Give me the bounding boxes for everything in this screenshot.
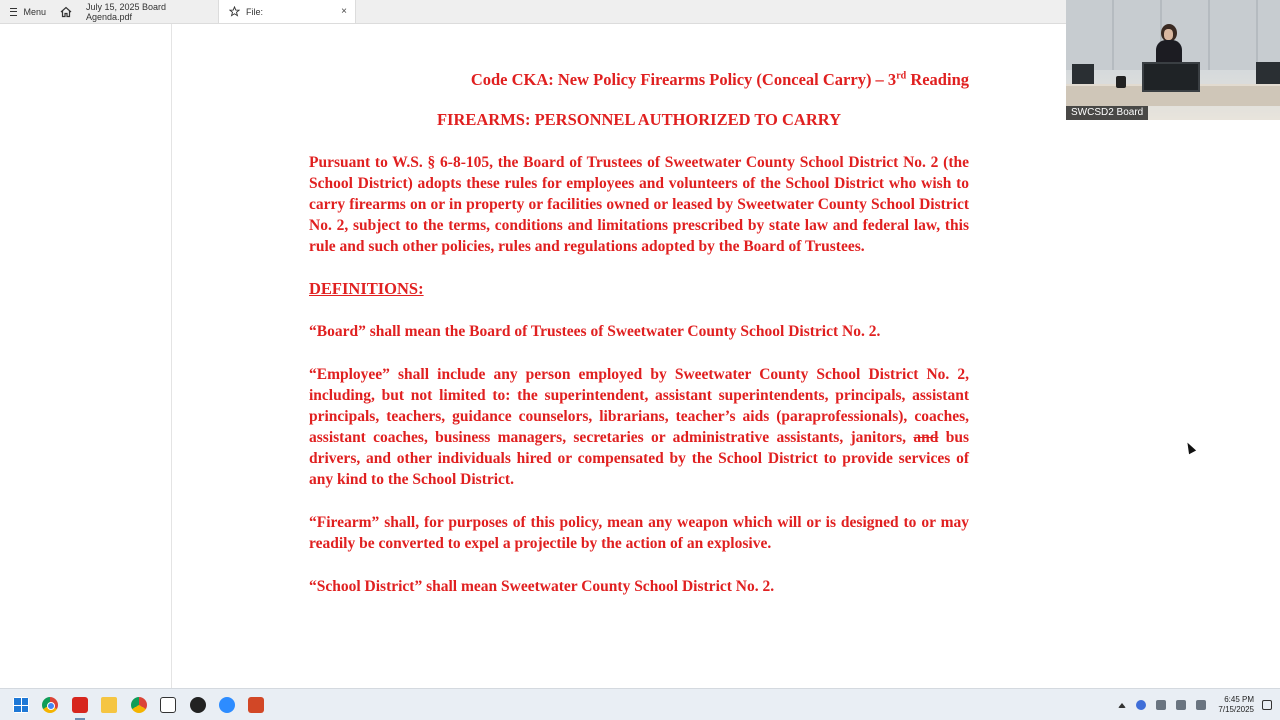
tab-label: File: <box>246 6 264 17</box>
definition-board: “Board” shall mean the Board of Trustees of Sweetwater County School District No. 2. <box>309 323 881 340</box>
video-participant-label: SWCSD2 Board <box>1066 106 1148 120</box>
video-microphone <box>1116 76 1126 88</box>
notifications-icon[interactable] <box>1262 700 1272 710</box>
microphone-icon[interactable] <box>1156 700 1166 710</box>
chrome-icon[interactable] <box>42 697 58 713</box>
close-tab-icon[interactable]: × <box>341 6 347 17</box>
checklist-app-icon[interactable] <box>160 697 176 713</box>
chrome-profile-icon[interactable] <box>131 697 147 713</box>
menu-label: Menu <box>23 6 46 17</box>
show-hidden-icons-icon[interactable] <box>1118 703 1126 708</box>
tray-app-icon[interactable] <box>1136 700 1146 710</box>
powerpoint-icon[interactable] <box>248 697 264 713</box>
hamburger-icon <box>10 8 17 16</box>
tab-file[interactable] <box>218 0 356 23</box>
clock-time: 6:45 PM <box>1224 695 1254 704</box>
windows-taskbar <box>0 688 1280 720</box>
page-edge <box>171 24 172 688</box>
clock-date: 7/15/2025 <box>1218 705 1254 714</box>
star-icon[interactable] <box>229 6 240 17</box>
policy-subheading: FIREARMS: PERSONNEL AUTHORIZED TO CARRY <box>436 110 842 129</box>
menu-button[interactable] <box>0 0 56 23</box>
tab-board-agenda[interactable] <box>76 0 218 23</box>
obs-icon[interactable] <box>190 697 206 713</box>
file-explorer-icon[interactable] <box>101 697 117 713</box>
viewer-tab-bar <box>0 0 1066 24</box>
video-feed <box>1066 0 1280 120</box>
struck-text: and <box>913 429 939 446</box>
tab-label: July 15, 2025 Board Agenda.pdf <box>86 1 167 22</box>
start-button-icon[interactable] <box>13 697 29 713</box>
video-person <box>1156 24 1182 64</box>
acrobat-icon[interactable] <box>72 697 88 713</box>
person-face <box>1164 29 1173 40</box>
definition-school-district: “School District” shall mean Sweetwater County School District No. 2. <box>309 578 775 595</box>
policy-heading: Code CKA: New Policy Firearms Policy (Conceal Carry) – 3rd Reading <box>470 70 969 89</box>
zoom-icon[interactable] <box>219 697 235 713</box>
definition-employee: “Employee” shall include any person employed by Sweetwater County School District No. 2, including, but not limited to: the superintendent, assistant superintendents, principals, assistant principals, teachers, guidance counselors, librarians, teacher’s aids (paraprofessionals), coaches, assistant coaches, business managers, secretaries or administrative assistants, janitors, and bus drivers, and other individuals hired or compensated by the School District to provide services of any kind to the School District. <box>309 366 969 488</box>
definition-firearm: “Firearm” shall, for purposes of this policy, mean any weapon which will or is designed to or may readily be converted to expel a projectile by the action of an explosive. <box>309 514 969 552</box>
home-icon <box>60 6 72 18</box>
intro-paragraph: Pursuant to W.S. § 6-8-105, the Board of Trustees of Sweetwater County School District No. 2 (the School District) adopts these rules for employees and volunteers of the School District who wish to carry firearms on or in property or facilities owned or leased by Sweetwater County School District No. 2, subject to the terms, conditions and limitations prescribed by state law and federal law, this rule and such other policies, rules and regulations adopted by the Board of Trustees. <box>309 154 969 255</box>
video-monitor <box>1142 62 1200 92</box>
taskbar-clock[interactable] <box>1218 695 1254 715</box>
network-icon[interactable] <box>1176 700 1186 710</box>
pdf-page-content <box>309 68 969 597</box>
system-tray <box>1108 689 1280 720</box>
definitions-heading: DEFINITIONS: <box>309 279 424 298</box>
volume-icon[interactable] <box>1196 700 1206 710</box>
home-button[interactable] <box>56 0 76 23</box>
